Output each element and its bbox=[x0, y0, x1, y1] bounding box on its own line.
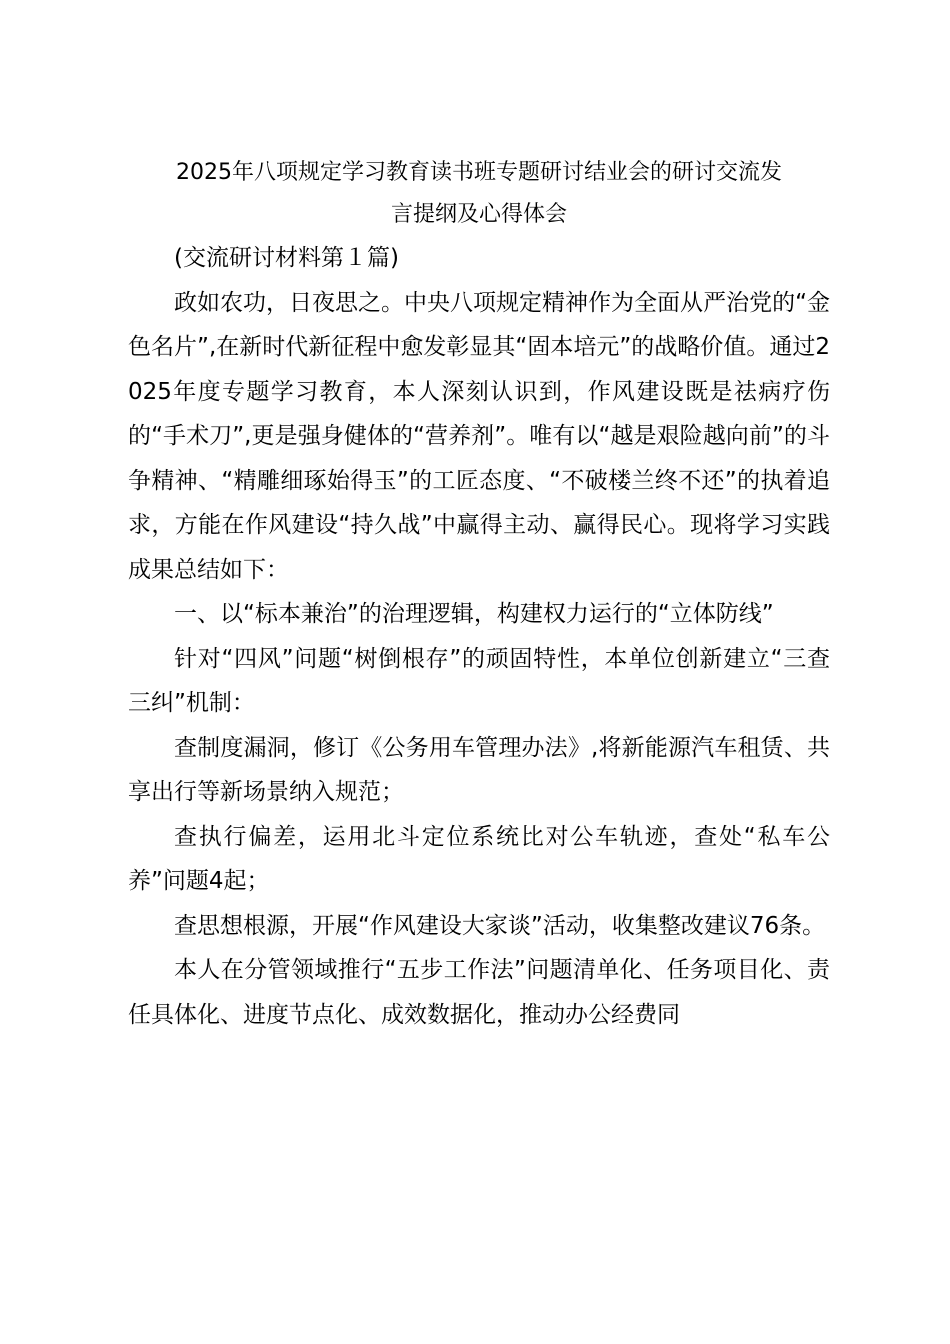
section-1-paragraph-1: 针对“四风”问题“树倒根存”的顽固特性，本单位创新建立“三查三纠”机制： bbox=[128, 645, 830, 716]
section-1-heading: 一、以“标本兼治”的治理逻辑，构建权力运行的“立体防线” bbox=[174, 601, 774, 627]
section-1-paragraph-5: 本人在分管领域推行“五步工作法”问题清单化、任务项目化、责任具体化、进度节点化、成效数据化，推动办公经费同 bbox=[128, 957, 830, 1028]
section-1-paragraph-3: 查执行偏差，运用北斗定位系统比对公车轨迹，查处“私车公养”问题4起； bbox=[128, 823, 830, 894]
document-title bbox=[128, 152, 830, 236]
document-body bbox=[128, 152, 830, 1037]
document-subtitle: (交流研讨材料第１篇) bbox=[174, 245, 399, 271]
intro-paragraph: 政如农功，日夜思之。中央八项规定精神作为全面从严治党的“金色名片”,在新时代新征程中愈发彰显其“固本培元”的战略价值。通过2025年度专题学习教育，本人深刻认识到，作风建设既是祛病疗伤的“手术刀”,更是强身健体的“营养剂”。唯有以“越是艰险越向前”的斗争精神、“精雕细琢始得玉”的工匠态度、“不破楼兰终不还”的执着追求，方能在作风建设“持久战”中赢得主动、赢得民心。现将学习实践成果总结如下： bbox=[128, 289, 830, 583]
section-1-paragraph-2: 查制度漏洞，修订《公务用车管理办法》,将新能源汽车租赁、共享出行等新场景纳入规范； bbox=[128, 734, 830, 805]
title-line-2: 言提纲及心得体会 bbox=[390, 202, 567, 227]
title-line-1: 2025年八项规定学习教育读书班专题研讨结业会的研讨交流发 bbox=[176, 160, 782, 185]
section-1-paragraph-4: 查思想根源，开展“作风建设大家谈”活动，收集整改建议76条。 bbox=[174, 912, 826, 939]
